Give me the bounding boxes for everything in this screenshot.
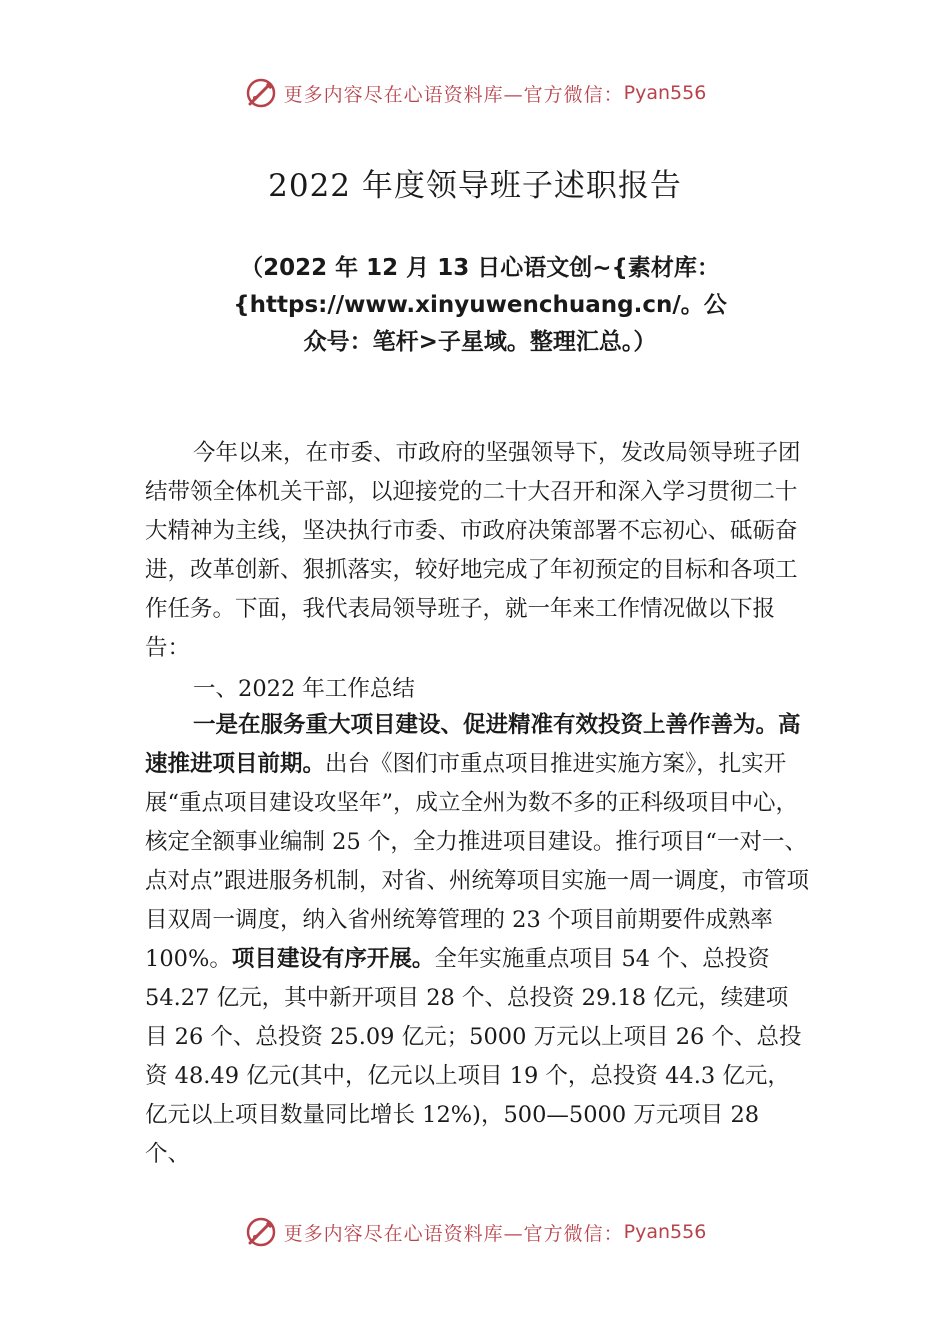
watermark-text: 更多内容尽在心语资料库—官方微信： (283, 83, 624, 106)
document-title: 2022 年度领导班子述职报告 (268, 168, 682, 204)
document-subtitle: （2022 年 12 月 13 日心语文创~{素材库：{https://www.xinyuwenchuang.cn/。公众号：笔杆>子星域。整理汇总。） (233, 255, 727, 355)
watermark-footer (0, 1212, 950, 1252)
brush-pen-logo-icon (244, 1215, 278, 1249)
brush-pen-logo-icon (244, 76, 278, 110)
paragraph-text-b: 全年实施重点项目 54 个、总投资 54.27 亿元，其中新开项目 28 个、总投资 29.18 亿元，续建项目 26 个、总投资 25.09 亿元；5000 万元以上项目 26 个、总投资 48.49 亿元(其中，亿元以上项目 19 个，总投资 44.3 亿元，亿元以上项目数量同比增长 12%)，500—5000 万元项目 28 个、 (145, 946, 802, 1167)
watermark-wechat-id: Pyan556 (623, 1221, 707, 1243)
watermark-text: 更多内容尽在心语资料库—官方微信： (283, 1222, 624, 1245)
intro-paragraph: 今年以来，在市委、市政府的坚强领导下，发改局领导班子团结带领全体机关干部，以迎接党的二十大召开和深入学习贯彻二十大精神为主线，坚决执行市委、市政府决策部署不忘初心、砥砺奋进，改革创新、狠抓落实，较好地完成了年初预定的目标和各项工作任务。下面，我代表局领导班子，就一年来工作情况做以下报告： (145, 440, 801, 661)
watermark-wechat-id: Pyan556 (623, 82, 707, 104)
section-heading: 一、2022 年工作总结 (193, 676, 415, 702)
bold-mid-text: 项目建设有序开展。 (231, 946, 435, 972)
bold-lead-text: 一是在服务重大项目建设、促进精准有效投资上善作善为。高速推进项目前期。 (145, 712, 801, 777)
paragraph-text-a: 出台《图们市重点项目推进实施方案》，扎实开展“重点项目建设攻坚年”，成立全州为数不多的正科级项目中心，核定全额事业编制 25 个，全力推进项目建设。推行项目“一对一、点对点”跟进服务机制，对省、州统筹项目实施一周一调度，市管项目双周一调度，纳入省州统筹管理的 23 个项目前期要件成熟率 100%。 (145, 751, 810, 972)
section-paragraph (145, 706, 810, 1174)
watermark-header (0, 73, 950, 113)
